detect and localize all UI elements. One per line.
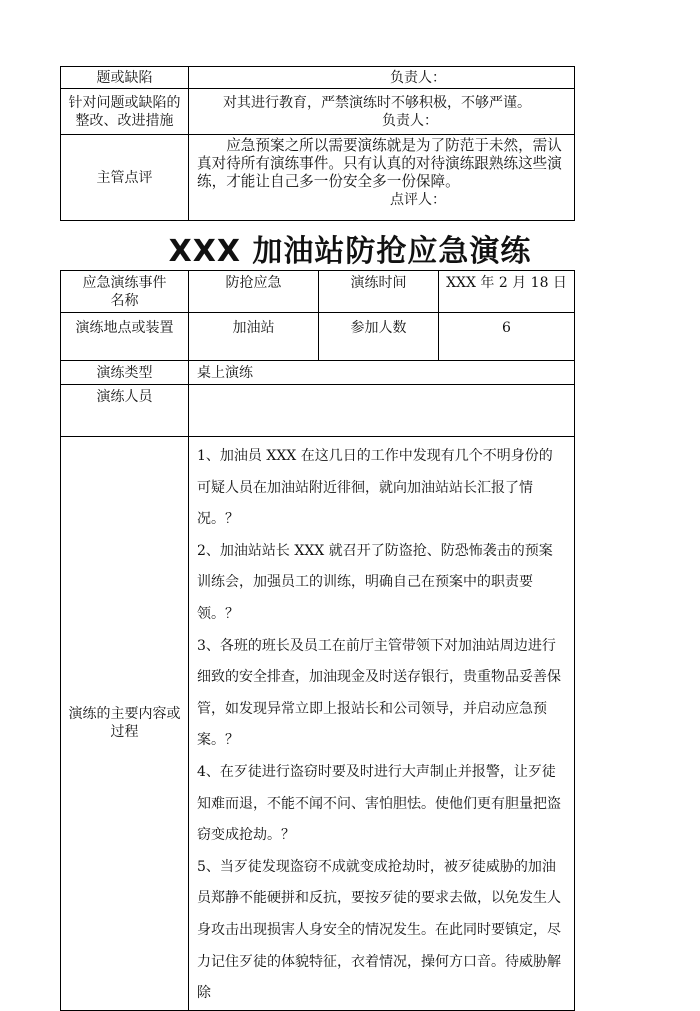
- process-label-line1: 演练的主要内容或: [68, 706, 181, 723]
- event-name-label-line1: 应急演练事件: [82, 275, 167, 291]
- corrective-measures-label: [61, 89, 189, 135]
- drill-type-value: 桌上演练: [189, 361, 575, 385]
- location-value: 加油站: [189, 313, 319, 361]
- drill-type-label: 演练类型: [61, 361, 189, 385]
- participants-value: 6: [439, 313, 575, 361]
- process-item-3: 3、各班的班长及员工在前厅主管带领下对加油站周边进行细致的安全排查，加油现金及时送存银行，贵重物品妥善保管，如发现异常立即上报站长和公司领导，并启动应急预案。？: [197, 637, 561, 749]
- page-title: XXX 加油站防抢应急演练: [168, 234, 532, 269]
- process-content: [189, 437, 575, 1011]
- participants-label: 参加人数: [319, 313, 439, 361]
- corrective-measures-cell: [189, 89, 575, 135]
- defect-label: 题或缺陷: [61, 67, 189, 89]
- event-name-label-line2: 名称: [110, 293, 139, 309]
- corrective-label-line1: 针对问题或缺陷的: [68, 94, 181, 111]
- reviewer-sign: 点评人：: [390, 192, 446, 208]
- corrective-label-line2: 整改、改进措施: [75, 112, 174, 129]
- location-label: 演练地点或装置: [61, 313, 189, 361]
- supervisor-review-label: 主管点评: [61, 135, 189, 221]
- process-item-5: 5、当歹徒发现盗窃不成就变成抢劫时，被歹徒威胁的加油员郑静不能硬拼和反抗，要按歹徒的要求去做，以免发生人身攻击出现损害人身安全的情况发生。在此同时要镇定，尽力记住歹徒的体貌特征，衣着情况，操何方口音。待威胁解除: [197, 858, 561, 1002]
- drill-info-table: [60, 270, 575, 1011]
- drill-time-value: XXX 年 2 月 18 日: [439, 271, 575, 313]
- process-item-4: 4、在歹徒进行盗窃时要及时进行大声制止并报警，让歹徒知难而退，不能不闻不问、害怕胆怯。使他们更有胆量把盗窃变成抢劫。？: [197, 763, 561, 844]
- event-name-value: 防抢应急: [189, 271, 319, 313]
- drill-personnel-label: 演练人员: [61, 385, 189, 437]
- process-item-1: 1、加油员 XXX 在这几日的工作中发现有几个不明身份的可疑人员在加油站附近徘徊，就向加油站站长汇报了情况。？: [197, 448, 553, 528]
- process-label-line2: 过程: [110, 724, 139, 741]
- supervisor-review-text: 应急预案之所以需要演练就是为了防范于未然，需认真对待所有演练事件。只有认真的对待演练跟熟练这些演练，才能让自己多一份安全多一份保障。: [197, 137, 562, 190]
- process-item-2: 2、加油站站长 XXX 就召开了防盗抢、防恐怖袭击的预案训练会，加强员工的训练，明确自己在预案中的职责要领。？: [197, 542, 553, 622]
- drill-time-label: 演练时间: [319, 271, 439, 313]
- process-label: [61, 437, 189, 1011]
- supervisor-review-cell: [189, 135, 575, 221]
- corrective-responsible-sign: 负责人：: [382, 112, 438, 129]
- drill-personnel-value: [189, 385, 575, 437]
- evaluation-table: [60, 66, 575, 221]
- corrective-measures-text: 对其进行教育，严禁演练时不够积极，不够严谨。: [223, 94, 531, 111]
- event-name-label: [61, 271, 189, 313]
- defect-responsible-sign: 负责人：: [189, 67, 575, 89]
